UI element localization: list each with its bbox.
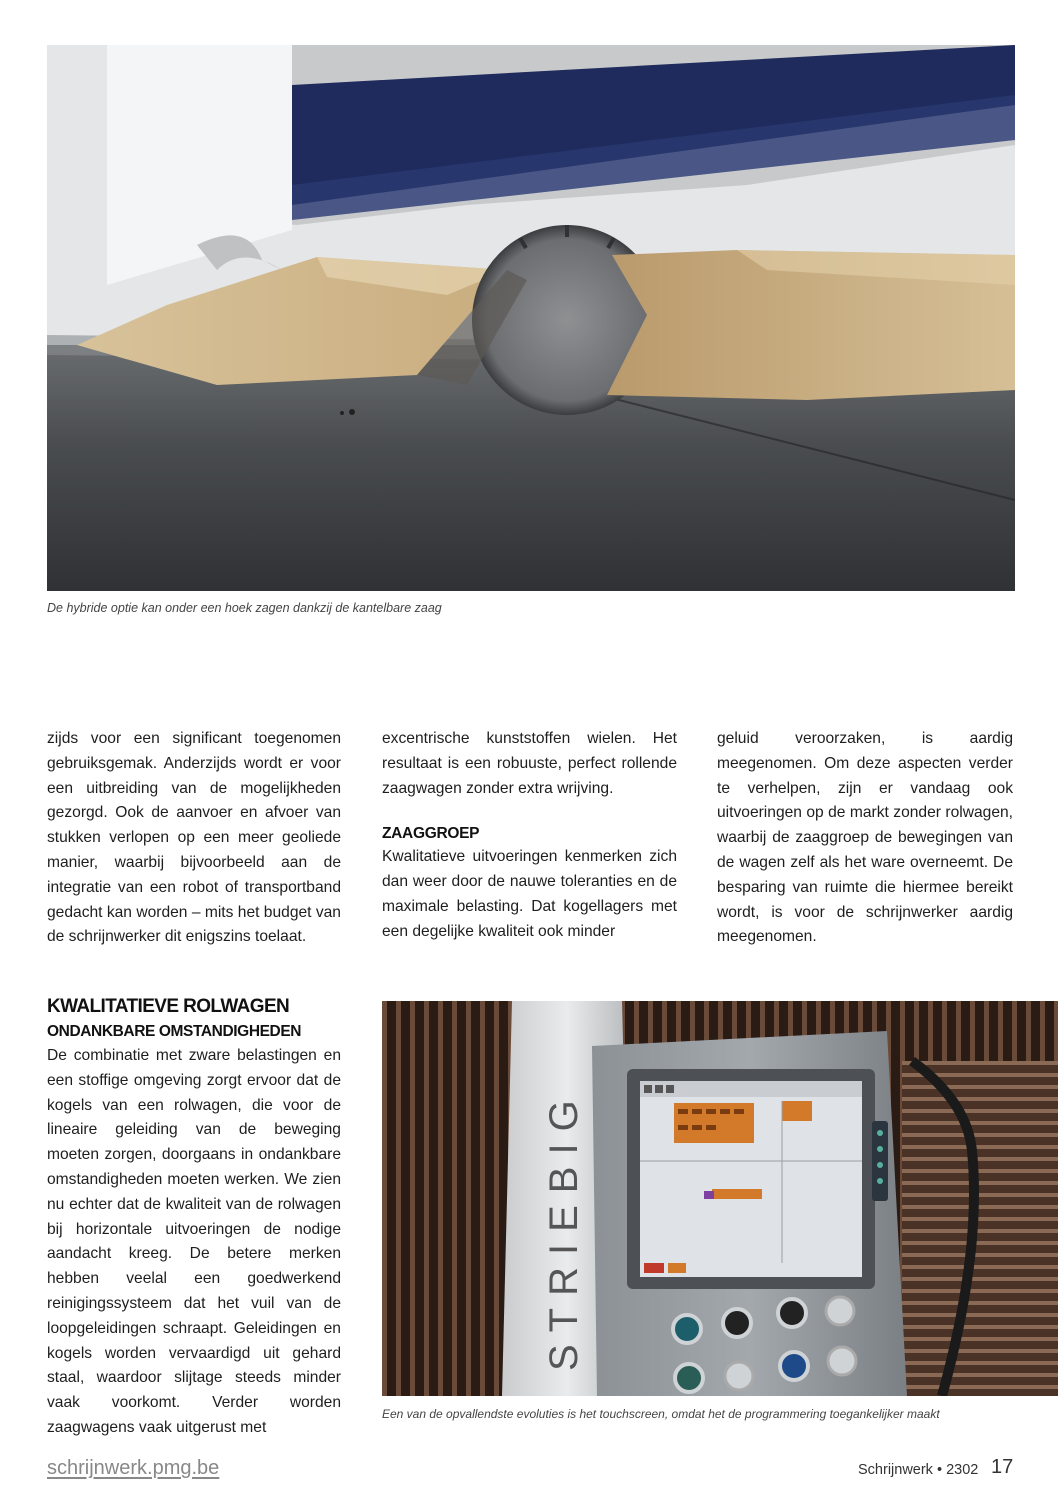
touchscreen-photo <box>382 1001 1058 1396</box>
column-1-paragraph-1: zijds voor een significant toegenomen gebruiksgemak. Anderzijds wordt er voor een uitbreiding van de mogelijkheden gezorgd. Ook de aanvoer en afvoer van stukken verlopen op een meer geoliede manier, waarbij bijvoorbeeld aan de integratie van een robot of transportband gedacht kan worden – mits het budget van de schrijnwerker dit enigszins toelaat. <box>47 730 341 946</box>
section-heading-zaaggroep: ZAAGGROEP <box>382 825 480 843</box>
brand-label: STRIEBIG <box>542 1088 586 1371</box>
website-link[interactable]: schrijnwerk.pmg.be <box>47 1457 220 1479</box>
column-2-paragraph-1: excentrische kunststoffen wielen. Het resultaat is een robuuste, perfect rollende zaagwagen zonder extra wrijving. <box>382 730 677 797</box>
column-1-intro <box>47 727 341 950</box>
bottom-photo-caption: Een van de opvallendste evoluties is het touchscreen, omdat het de programmering toegankelijker maakt <box>382 1407 940 1421</box>
saw-photo <box>47 45 1015 591</box>
column-1-body <box>47 1044 341 1441</box>
top-photo-caption: De hybride optie kan onder een hoek zagen dankzij de kantelbare zaag <box>47 601 442 615</box>
magazine-issue: Schrijnwerk • 2302 <box>858 1462 979 1478</box>
column-2 <box>382 727 677 945</box>
page-number: 17 <box>991 1456 1014 1478</box>
section-heading-rolwagen: KWALITATIEVE ROLWAGEN <box>47 996 290 1017</box>
column-2-paragraph-2: Kwalitatieve uitvoeringen kenmerken zich dan weer door de nauwe toleranties en de maximale belasting. Dat kogellagers met een degelijke kwaliteit ook minder <box>382 848 677 940</box>
column-3-paragraph-1: geluid veroorzaken, is aardig meegenomen. Om deze aspecten verder te verhelpen, zijn er vandaag ook uitvoeringen op de markt zonder rolwagen, waarbij de zaaggroep de bewegingen van de wagen zelf als het ware overneemt. De besparing van ruimte die hiermee bereikt wordt, is voor de schrijnwerker aardig meegenomen. <box>717 730 1013 946</box>
column-3 <box>717 727 1013 950</box>
subheading-omstandigheden: ONDANKBARE OMSTANDIGHEDEN <box>47 1023 302 1040</box>
column-1-paragraph-2: De combinatie met zware belastingen en een stoffige omgeving zorgt ervoor dat de kogels van een rolwagen, die voor de lineaire geleiding van de beweging moeten zorgen, doorgaans in ondankbare omstandigheden moeten werken. We zien nu echter dat de kwaliteit van de rolwagen bij horizontale uitvoeringen de nodige aandacht kreeg. De betere merken hebben veelal een goedwerkend reinigingssysteem dat het vuil van de loopgeleidingen schraapt. Geleidingen en kogels worden vervaardigd uit gehard staal, waardoor slijtage steeds minder vaak voorkomt. Verder worden zaagwagens vaak uitgerust met <box>47 1047 341 1436</box>
